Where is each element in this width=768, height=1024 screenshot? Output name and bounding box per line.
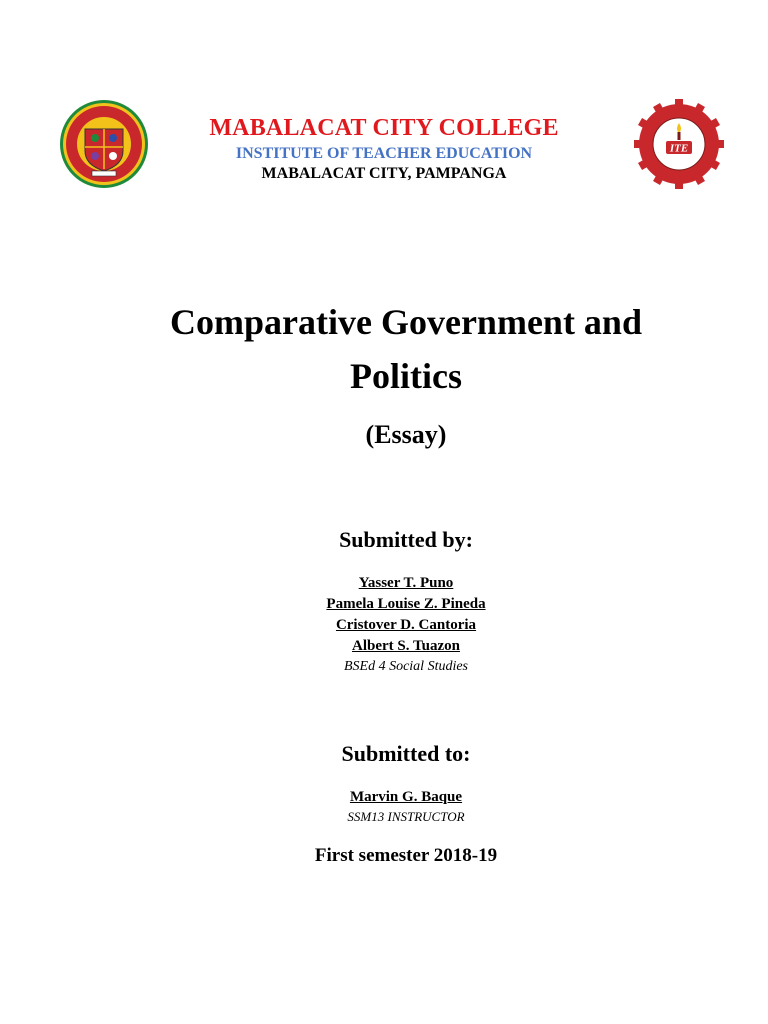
semester-label: First semester 2018-19 xyxy=(314,845,498,866)
document-subtitle: (Essay) xyxy=(365,420,447,449)
member-name: Yasser T. Puno xyxy=(358,575,454,591)
instructor-name: Marvin G. Baque xyxy=(349,789,463,805)
college-name: MABALACAT CITY COLLEGE xyxy=(209,115,559,141)
ite-seal-lettering: ITE xyxy=(669,142,689,155)
title-block xyxy=(0,295,768,451)
member-name: Pamela Louise Z. Pineda xyxy=(326,596,486,612)
institute-name: INSTITUTE OF TEACHER EDUCATION xyxy=(235,145,533,162)
course-label: BSEd 4 Social Studies xyxy=(343,659,469,674)
college-location: MABALACAT CITY, PAMPANGA xyxy=(261,165,507,182)
submitted-by-heading: Submitted by: xyxy=(339,527,473,552)
submitted-to-heading: Submitted to: xyxy=(341,741,471,766)
member-name: Cristover D. Cantoria xyxy=(335,617,477,633)
instructor-role: SSM13 INSTRUCTOR xyxy=(347,809,465,824)
document-title: Comparative Government and Politics xyxy=(170,302,642,396)
submitted-by-section xyxy=(0,526,768,677)
member-name: Albert S. Tuazon xyxy=(352,638,460,654)
submitted-to-section xyxy=(0,740,768,826)
college-header xyxy=(0,113,768,184)
